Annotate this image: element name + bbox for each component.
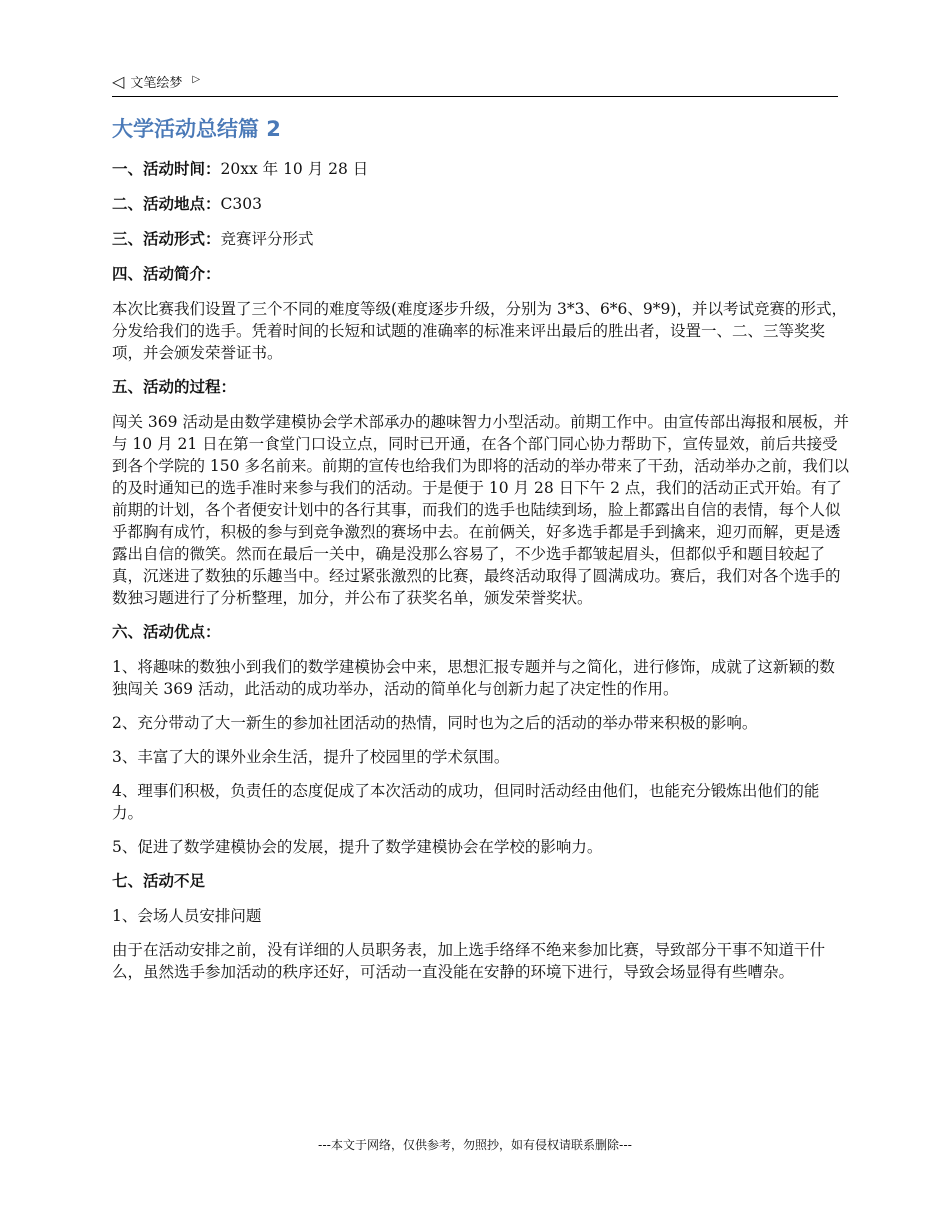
form-label: 三、活动形式： bbox=[112, 230, 221, 248]
document-body bbox=[112, 114, 850, 995]
time-label: 一、活动时间： bbox=[112, 160, 221, 178]
merit-item: 4、理事们积极，负责任的态度促成了本次活动的成功，但同时活动经由他们，也能充分锻炼出他们的能力。 bbox=[112, 782, 820, 822]
info-form bbox=[112, 228, 850, 250]
shortcoming-title: 1、会场人员安排问题 bbox=[112, 907, 262, 925]
merit-item: 3、丰富了大的课外业余生活，提升了校园里的学术氛围。 bbox=[112, 748, 510, 766]
document-title: 大学活动总结篇 2 bbox=[112, 117, 281, 141]
page-header bbox=[112, 70, 838, 97]
info-place bbox=[112, 193, 850, 215]
intro-heading: 四、活动简介： bbox=[112, 265, 221, 283]
form-value: 竞赛评分形式 bbox=[220, 230, 314, 248]
process-paragraph: 闯关 369 活动是由数学建模协会学术部承办的趣味智力小型活动。前期工作中。由宣传部出海报和展板，并与 10 月 21 日在第一食堂门口设立点，同时已开通，在各个部门同心协力帮助下，宣传显效，前后共接受到各个学院的 150 多名前来。前期的宣传也给我们为即将的活动的举办带来了干劲，活动举办之前，我们以的及时通知已的选手准时来参与我们的活动。于是便于 10 月 28 日下午 2 点，我们的活动正式开始。有了前期的计划，各个者便安计划中的各行其事，而我们的选手也陆续到场，脸上都露出自信的表情，每个人似乎都胸有成竹，积极的参与到竞争激烈的赛场中去。在前俩关，好多选手都是手到擒来，迎刃而解，更是透露出自信的微笑。然而在最后一关中，确是没那么容易了，不少选手都皱起眉头，但都似乎和题目较起了真，沉迷进了数独的乐趣当中。经过紧张激烈的比赛，最终活动取得了圆满成功。赛后，我们对各个选手的数独习题进行了分析整理，加分，并公布了获奖名单，颁发荣誉奖状。 bbox=[112, 413, 849, 607]
merit-item: 5、促进了数学建模协会的发展，提升了数学建模协会在学校的影响力。 bbox=[112, 838, 603, 856]
header-brand bbox=[112, 72, 200, 91]
time-value: 20xx 年 10 月 28 日 bbox=[220, 160, 369, 178]
page-footer: ---本文于网络，仅供参考，勿照抄，如有侵权请联系删除--- bbox=[318, 1138, 632, 1152]
merits-heading: 六、活动优点： bbox=[112, 623, 221, 641]
triangle-left-icon: ◁ bbox=[112, 71, 125, 91]
triangle-right-icon: ▷ bbox=[192, 73, 201, 85]
info-time bbox=[112, 158, 850, 180]
process-heading: 五、活动的过程： bbox=[112, 378, 237, 396]
intro-paragraph: 本次比赛我们设置了三个不同的难度等级(难度逐步升级，分别为 3*3、6*6、9*9)，并以考试竞赛的形式，分发给我们的选手。凭着时间的长短和试题的准确率的标准来评出最后的胜出者，设置一、二、三等奖奖项，并会颁发荣誉证书。 bbox=[112, 300, 847, 362]
brand-text: 文笔绘梦 bbox=[130, 76, 183, 91]
place-label: 二、活动地点： bbox=[112, 195, 221, 213]
merit-item: 1、将趣味的数独小到我们的数学建模协会中来，思想汇报专题并与之简化，进行修饰，成就了这新颖的数独闯关 369 活动，此活动的成功举办，活动的简单化与创新力起了决定性的作用。 bbox=[112, 658, 835, 698]
place-value: C303 bbox=[220, 195, 262, 213]
merit-item: 2、充分带动了大一新生的参加社团活动的热情，同时也为之后的活动的举办带来积极的影响。 bbox=[112, 714, 758, 732]
shortcomings-heading: 七、活动不足 bbox=[112, 872, 206, 890]
shortcoming-paragraph: 由于在活动安排之前，没有详细的人员职务表，加上选手络绎不绝来参加比赛，导致部分干事不知道干什么，虽然选手参加活动的秩序还好，可活动一直没能在安静的环境下进行，导致会场显得有些嘈杂。 bbox=[112, 941, 826, 981]
